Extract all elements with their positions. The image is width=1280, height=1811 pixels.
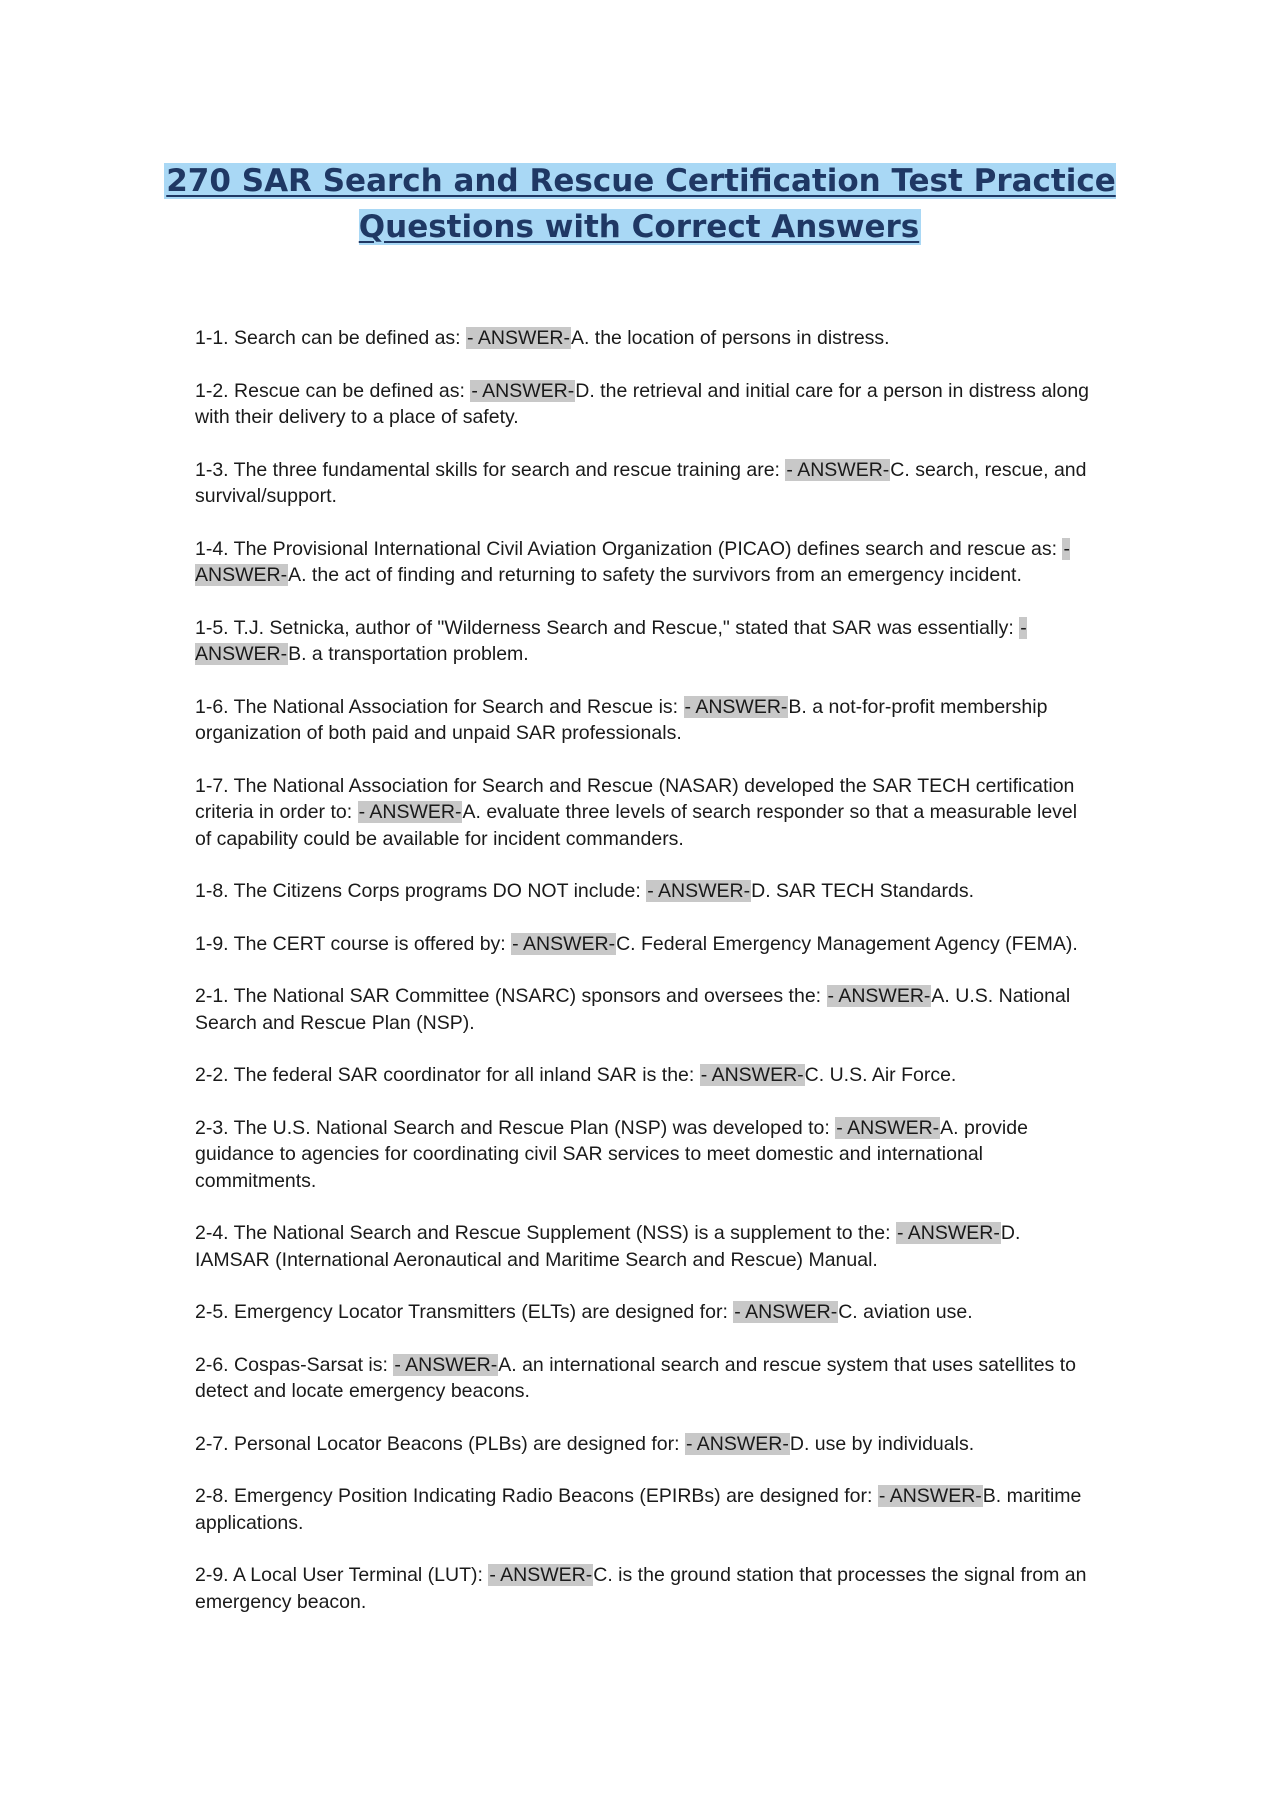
question-text: 1-8. The Citizens Corps programs DO NOT include: [195, 880, 647, 902]
answer-marker: - ANSWER- [827, 985, 931, 1007]
answer-marker: - ANSWER- [489, 1564, 593, 1586]
question-text: 1-1. Search can be defined as: [195, 327, 467, 349]
question-text: 1-6. The National Association for Search and Rescue is: [195, 695, 684, 718]
question-item [195, 1562, 1095, 1615]
question-item [195, 325, 1095, 352]
question-item [195, 1115, 1095, 1195]
answer-marker: - ANSWER- [700, 1064, 804, 1086]
question-text: 2-8. Emergency Position Indicating Radio Beacons (EPIRBs) are designed for: [195, 1485, 878, 1507]
answer-text: C. Federal Emergency Management Agency (FEMA). [616, 932, 1078, 955]
question-item [195, 1220, 1095, 1273]
answer-marker: - ANSWER- [195, 616, 1027, 665]
question-item [195, 1062, 1095, 1089]
answer-text: B. maritime applications. [195, 1485, 1082, 1534]
answer-text: D. IAMSAR (International Aeronautical and Maritime Search and Rescue) Manual. [195, 1222, 1021, 1271]
question-item [195, 378, 1095, 431]
answer-marker: - ANSWER- [836, 1116, 940, 1139]
question-text: 2-6. Cospas-Sarsat is: [195, 1353, 394, 1376]
document-title [150, 158, 1130, 250]
question-text: 2-1. The National SAR Committee (NSARC) sponsors and oversees the: [195, 985, 827, 1007]
question-text: 2-7. Personal Locator Beacons (PLBs) are designed for: [195, 1432, 685, 1455]
question-list [195, 325, 1095, 1641]
answer-marker: - ANSWER- [358, 801, 462, 823]
answer-text: C. aviation use. [838, 1301, 973, 1323]
answer-text: A. evaluate three levels of search responder so that a measurable level of capability could be available for incident commanders. [195, 801, 1078, 850]
title-highlight: 270 SAR Search and Rescue Certification Test Practice Questions with Correct Answers [166, 163, 1116, 245]
answer-text: B. a transportation problem. [288, 643, 529, 665]
answer-text: A. the location of persons in distress. [570, 327, 890, 349]
question-text: 1-4. The Provisional International Civil Aviation Organization (PICAO) defines search and rescue as: [195, 537, 1063, 560]
question-item [195, 931, 1095, 958]
answer-marker: - ANSWER- [467, 327, 570, 349]
answer-text: A. the act of finding and returning to safety the survivors from an emergency incident. [288, 564, 1022, 586]
answer-marker: - ANSWER- [195, 537, 1070, 586]
answer-marker: - ANSWER- [878, 1485, 982, 1507]
answer-text: D. the retrieval and initial care for a person in distress along with their delivery to a place of safety. [195, 379, 1090, 428]
question-item [195, 536, 1095, 589]
question-text: 2-3. The U.S. National Search and Rescue Plan (NSP) was developed to: [195, 1116, 836, 1139]
answer-text: C. search, rescue, and survival/support. [195, 458, 1087, 507]
question-text: 1-5. T.J. Setnicka, author of "Wilderness Search and Rescue," stated that SAR was essentially: [195, 616, 1020, 639]
question-item [195, 457, 1095, 510]
answer-text: C. is the ground station that processes the signal from an emergency beacon. [195, 1564, 1087, 1613]
answer-text: C. U.S. Air Force. [804, 1064, 957, 1086]
answer-marker: - ANSWER- [896, 1222, 1000, 1244]
question-text: 2-9. A Local User Terminal (LUT): [195, 1564, 489, 1586]
answer-text: B. a not-for-profit membership organization of both paid and unpaid SAR professionals. [195, 695, 1048, 744]
answer-text: D. SAR TECH Standards. [751, 880, 975, 902]
answer-marker: - ANSWER- [685, 1432, 789, 1455]
question-item [195, 983, 1095, 1036]
answer-marker: - ANSWER- [684, 695, 788, 718]
answer-text: A. an international search and rescue system that uses satellites to detect and locate emergency beacons. [195, 1353, 1076, 1402]
answer-text: A. provide guidance to agencies for coordinating civil SAR services to meet domestic and international commitments. [195, 1116, 1028, 1192]
question-text: 1-7. The National Association for Search and Rescue (NASAR) developed the SAR TECH certification criteria in order to: [195, 774, 1075, 823]
answer-marker: - ANSWER- [647, 880, 751, 902]
question-text: 2-2. The federal SAR coordinator for all inland SAR is the: [195, 1064, 700, 1086]
answer-marker: - ANSWER- [512, 932, 616, 955]
answer-marker: - ANSWER- [471, 379, 575, 402]
question-item [195, 1431, 1095, 1458]
question-item [195, 615, 1095, 668]
question-item [195, 773, 1095, 853]
answer-text: A. U.S. National Search and Rescue Plan (NSP). [195, 985, 1071, 1034]
question-text: 2-4. The National Search and Rescue Supplement (NSS) is a supplement to the: [195, 1222, 896, 1244]
question-item [195, 878, 1095, 905]
question-text: 2-5. Emergency Locator Transmitters (ELTs) are designed for: [195, 1301, 734, 1323]
question-item [195, 1483, 1095, 1536]
question-item [195, 694, 1095, 747]
question-text: 1-9. The CERT course is offered by: [195, 932, 512, 955]
question-text: 1-2. Rescue can be defined as: [195, 379, 471, 402]
question-text: 1-3. The three fundamental skills for search and rescue training are: [195, 458, 786, 481]
answer-marker: - ANSWER- [734, 1301, 838, 1323]
answer-marker: - ANSWER- [394, 1353, 498, 1376]
question-item [195, 1299, 1095, 1326]
answer-text: D. use by individuals. [789, 1432, 975, 1455]
question-item [195, 1352, 1095, 1405]
title-block [150, 158, 1130, 250]
answer-marker: - ANSWER- [786, 458, 890, 481]
